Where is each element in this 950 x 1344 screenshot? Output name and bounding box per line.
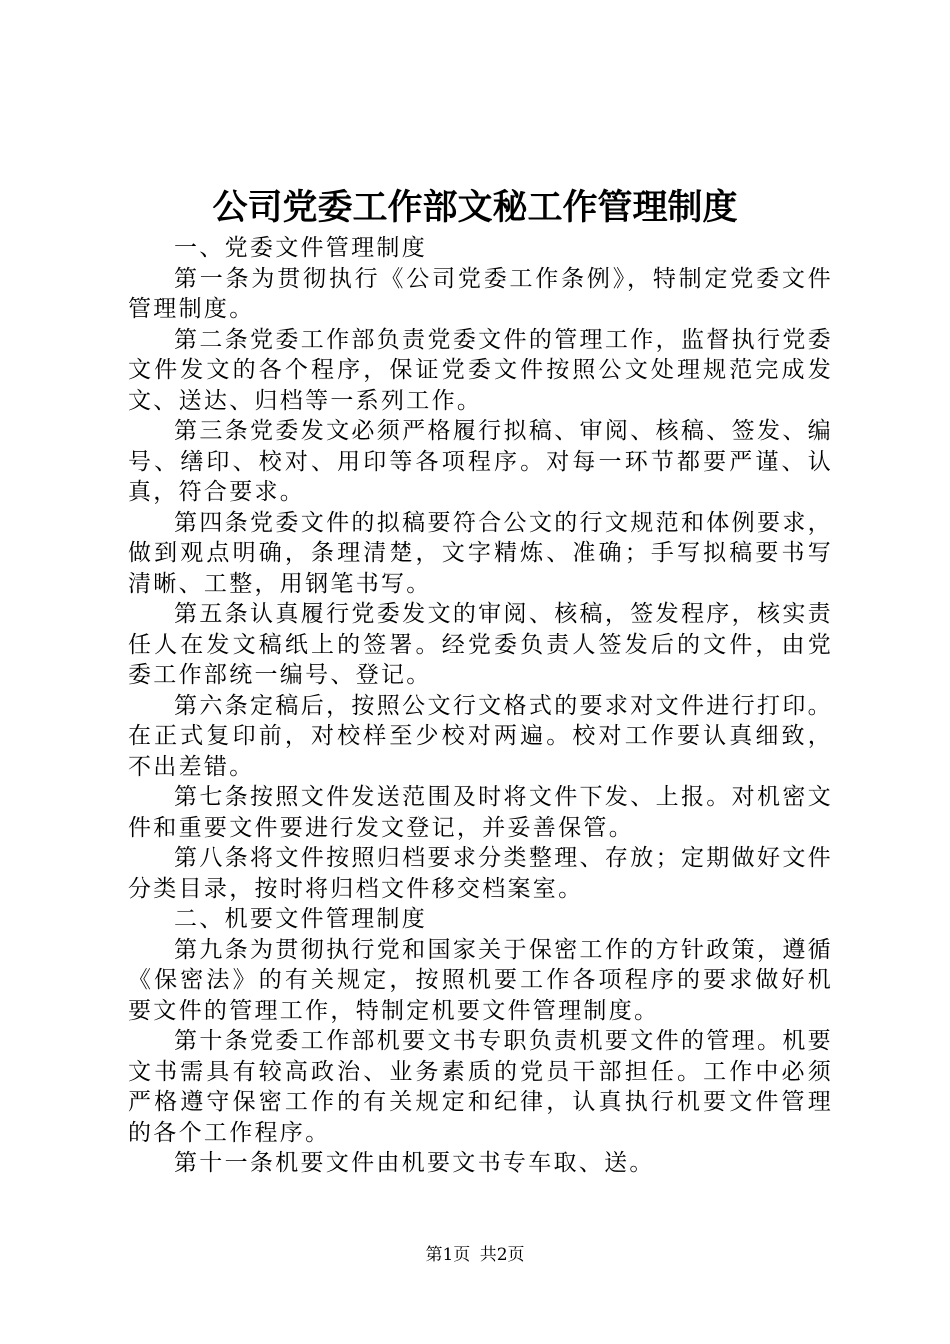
article-paragraph: 第十条党委工作部机要文书专职负责机要文件的管理。机要文书需具有较高政治、业务素质的党员干部担任。工作中必须严格遵守保密工作的有关规定和纪律，认真执行机要文件管理的各个工作程序。: [128, 1028, 833, 1146]
article-paragraph: 第九条为贯彻执行党和国家关于保密工作的方针政策，遵循《保密法》的有关规定，按照机要工作各项程序的要求做好机要文件的管理工作，特制定机要文件管理制度。: [128, 936, 833, 1024]
document-title: 公司党委工作部文秘工作管理制度: [212, 187, 738, 228]
article-paragraph: 第一条为贯彻执行《公司党委工作条例》，特制定党委文件管理制度。: [128, 265, 833, 322]
section-heading: 一、党委文件管理制度: [174, 235, 427, 261]
article-paragraph: 第六条定稿后，按照公文行文格式的要求对文件进行打印。在正式复印前，对校样至少校对两遍。校对工作要认真细致，不出差错。: [128, 692, 833, 780]
page-number: 第1页: [425, 1245, 471, 1265]
article-paragraph: 第十一条机要文件由机要文书专车取、送。: [174, 1150, 655, 1176]
article-paragraph: 第五条认真履行党委发文的审阅、核稿，签发程序，核实责任人在发文稿纸上的签署。经党委负责人签发后的文件，由党委工作部统一编号、登记。: [128, 601, 833, 688]
section-heading: 二、机要文件管理制度: [174, 906, 427, 932]
article-paragraph: 第三条党委发文必须严格履行拟稿、审阅、核稿、签发、编号、缮印、校对、用印等各项程序。对每一环节都要严谨、认真，符合要求。: [128, 418, 833, 505]
article-paragraph: 第四条党委文件的拟稿要符合公文的行文规范和体例要求，做到观点明确，条理清楚，文字精炼、准确；手写拟稿要书写清晰、工整，用钢笔书写。: [128, 509, 833, 597]
article-paragraph: 第八条将文件按照归档要求分类整理、存放；定期做好文件分类目录，按时将归档文件移交档案室。: [128, 845, 833, 902]
document-body: [128, 233, 833, 1179]
article-paragraph: 第二条党委工作部负责党委文件的管理工作，监督执行党委文件发文的各个程序，保证党委文件按照公文处理规范完成发文、送达、归档等一系列工作。: [128, 326, 833, 414]
article-paragraph: 第七条按照文件发送范围及时将文件下发、上报。对机密文件和重要文件要进行发文登记，并妥善保管。: [128, 784, 833, 841]
page-footer: [0, 1243, 950, 1267]
page-total: 共2页: [479, 1245, 525, 1265]
